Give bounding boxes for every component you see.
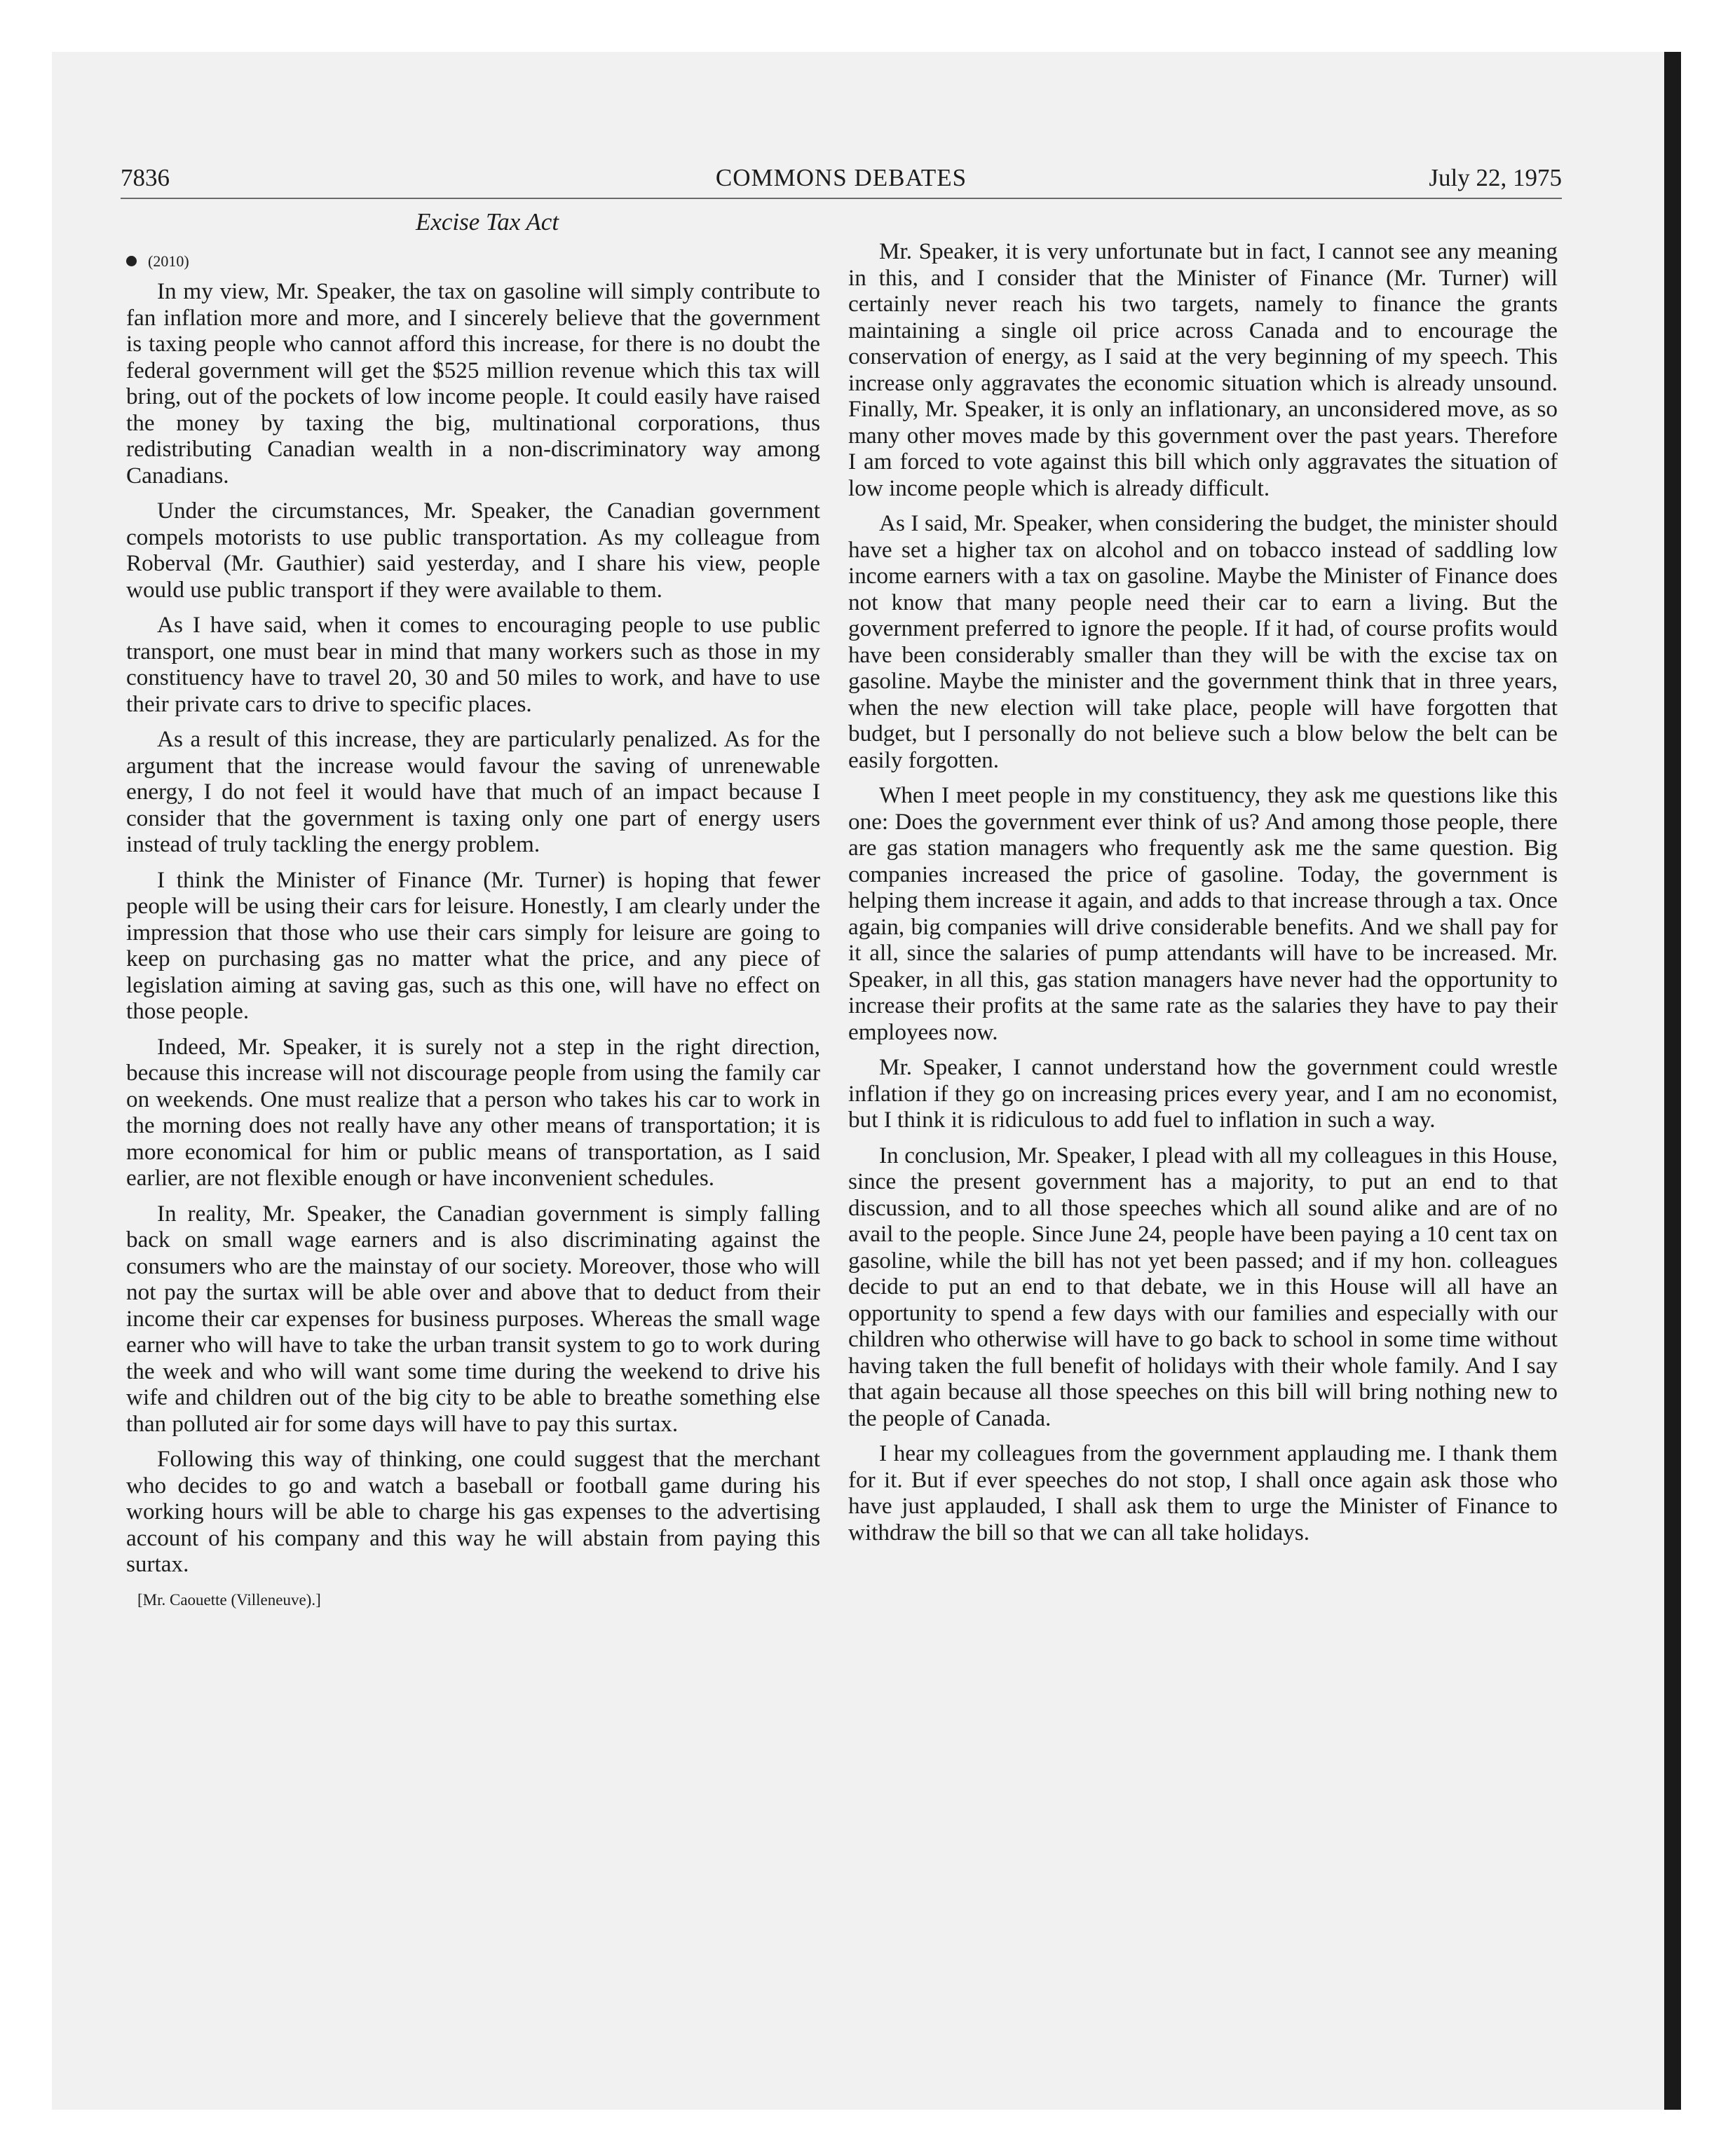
- page-date: July 22, 1975: [1429, 164, 1562, 191]
- subject-heading: Excise Tax Act: [415, 208, 559, 236]
- paragraph: Following this way of thinking, one could suggest that the merchant who decides to go and watch a baseball or football game during his working hours will be able to charge his gas expenses to the advertising account of his company and this way he will abstain from paying this surtax.: [126, 1446, 820, 1577]
- journal-title: COMMONS DEBATES: [715, 164, 967, 191]
- paragraph: Indeed, Mr. Speaker, it is surely not a step in the right direction, because this increase will not discourage people from using the family car on weekends. One must realize that a person who takes his car to work in the morning does not really have any other means of transportation; it is more economical for him or public means of transportation, as I said earlier, are not flexible enough or have inconvenient schedules.: [126, 1033, 820, 1191]
- paragraph: Mr. Speaker, I cannot understand how the government could wrestle inflation if they go on increasing prices every year, and I am no economist, but I think it is ridiculous to add fuel to inflation in such a way.: [848, 1054, 1558, 1133]
- time-marker-label: (2010): [148, 252, 189, 270]
- paragraph: In my view, Mr. Speaker, the tax on gasoline will simply contribute to fan inflation more and more, and I sincerely believe that the government is taxing people who cannot afford this increase, for there is no doubt the federal government will get the $525 million revenue which this tax will bring, out of the pockets of low income people. It could easily have raised the money by taxing the big, multinational corporations, thus redistributing Canadian wealth in a non-discriminatory way among Canadians.: [126, 278, 820, 489]
- paragraph: I hear my colleagues from the government applauding me. I thank them for it. But if ever speeches do not stop, I shall once again ask those who have just applauded, I shall ask them to urge the Minister of Finance to withdraw the bill so that we can all take holidays.: [848, 1440, 1558, 1546]
- paragraph: When I meet people in my constituency, they ask me questions like this one: Does the government ever think of us? And among those people, there are gas station managers who frequently ask me the same question. Big companies increased the price of gasoline. Today, the government is helping them increase it again, and adds to that increase through a tax. Once again, big companies will drive considerable benefits. And we shall pay for it all, since the salaries of pump attendants will have to be increased. Mr. Speaker, in all this, gas station managers have never had the opportunity to increase their profits at the same rate as the salaries they have to pay their employees now.: [848, 782, 1558, 1045]
- left-column: [126, 209, 820, 1613]
- paragraph: As I said, Mr. Speaker, when considering the budget, the minister should have set a higher tax on alcohol and on tobacco instead of saddling low income earners with a tax on gasoline. Maybe the Minister of Finance does not know that many people need their car to earn a living. But the government preferred to ignore the people. If it had, of course profits would have been considerably smaller than they will be with the excise tax on gasoline. Maybe the minister and the government think that in three years, when the new election will take place, people will have forgotten that budget, but I personally do not believe such a blow below the belt can be easily forgotten.: [848, 510, 1558, 773]
- paragraph: I think the Minister of Finance (Mr. Turner) is hoping that fewer people will be using their cars for leisure. Honestly, I am clearly under the impression that those who use their cars simply for leisure are going to keep on purchasing gas no matter what the price, and any piece of legislation aiming at saving gas, such as this one, will have no effect on those people.: [126, 866, 820, 1024]
- paragraph: Under the circumstances, Mr. Speaker, the Canadian government compels motorists to use public transportation. As my colleague from Roberval (Mr. Gauthier) said yesterday, and I share his view, people would use public transport if they were available to them.: [126, 498, 820, 603]
- page-header: [121, 158, 1562, 199]
- right-column: [848, 238, 1558, 1555]
- paragraph: In reality, Mr. Speaker, the Canadian government is simply falling back on small wage earners and is also discriminating against the consumers who are the mainstay of our society. Moreover, those who will not pay the surtax will be able over and above that to deduct from their income their car expenses for business purposes. Whereas the small wage earner who will have to take the urban transit system to go to work during the week and who will want some time during the weekend to drive his wife and children out of the big city to be able to breathe something else than polluted air for some days will have to pay this surtax.: [126, 1200, 820, 1437]
- paragraph: As a result of this increase, they are particularly penalized. As for the argument that the increase would favour the saving of unrenewable energy, I do not feel it would have that much of an impact because I consider that the government is taxing only one part of energy users instead of truly tackling the energy problem.: [126, 726, 820, 857]
- paragraph: In conclusion, Mr. Speaker, I plead with all my colleagues in this House, since the present government has a majority, to put an end to that discussion, and to all those speeches which all sound alike and are of no avail to the people. Since June 24, people have been paying a 10 cent tax on gasoline, while the bill has not yet been passed; and if my hon. colleagues decide to put an end to that debate, we in this House will all have an opportunity to spend a few days with our families and especially with our children who otherwise will have to go back to school in some time without having taken the full benefit of holidays with their whole family. And I say that again because all those speeches on this bill will bring nothing new to the people of Canada.: [848, 1142, 1558, 1431]
- paragraph: Mr. Speaker, it is very unfortunate but in fact, I cannot see any meaning in this, and I consider that the Minister of Finance (Mr. Turner) will certainly never reach his two targets, namely to finance the grants maintaining a single oil price across Canada and to encourage the conservation of energy, as I said at the very beginning of my speech. This increase only aggravates the economic situation which is already unsound. Finally, Mr. Speaker, it is only an inflationary, an unconsidered move, as so many other moves made by this government over the past years. Therefore I am forced to vote against this bill which only aggravates the situation of low income people which is already difficult.: [848, 238, 1558, 501]
- bullet-icon: [126, 256, 137, 266]
- time-marker: [126, 248, 820, 275]
- page-number: 7836: [121, 164, 170, 191]
- scan-edge-bar: [1664, 52, 1681, 2110]
- paragraph: As I have said, when it comes to encouraging people to use public transport, one must bear in mind that many workers such as those in my constituency have to travel 20, 30 and 50 miles to work, and have to use their private cars to drive to specific places.: [126, 612, 820, 717]
- speaker-attribution: [Mr. Caouette (Villeneuve).]: [137, 1590, 321, 1609]
